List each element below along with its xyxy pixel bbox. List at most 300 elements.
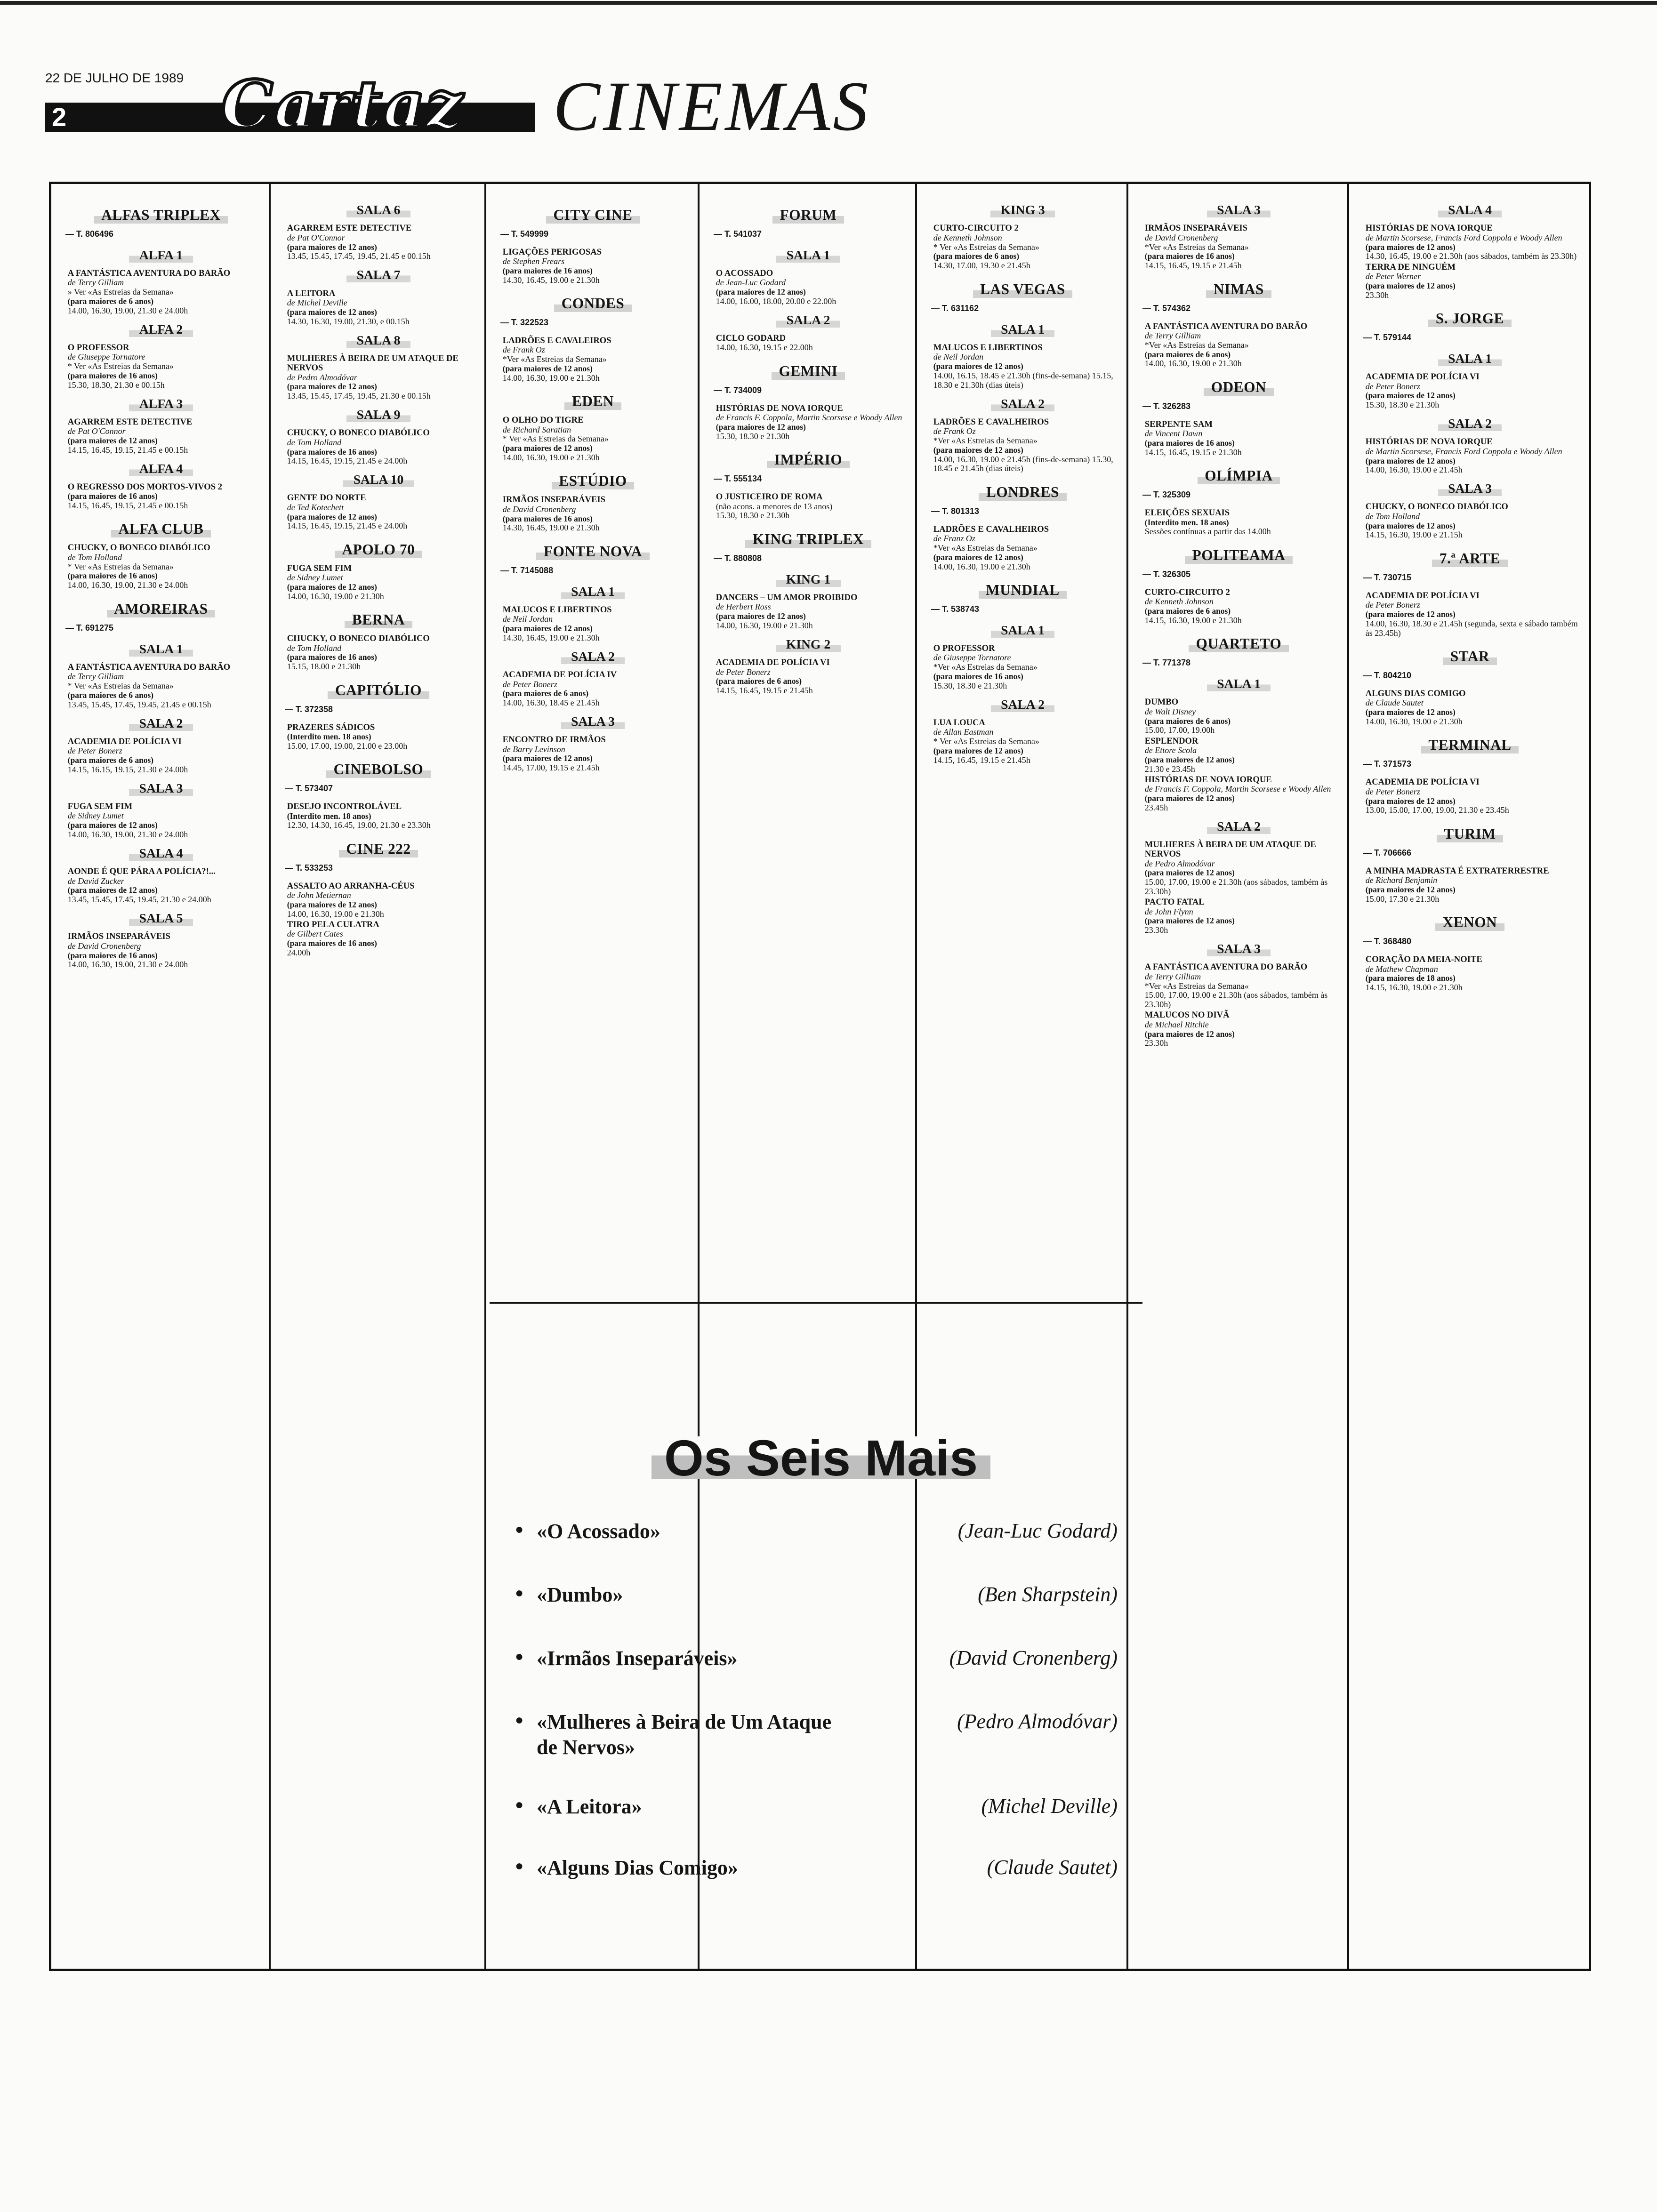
film-title: DUMBO [1144, 697, 1179, 707]
film-title: O PROFESSOR [933, 643, 995, 654]
film-title: TIRO PELA CULATRA [287, 920, 379, 930]
film-note: * Ver «As Estreias da Semana» [933, 737, 1039, 746]
film-entry [287, 802, 475, 830]
film-director: de Peter Bonerz [716, 667, 771, 677]
film-title: FUGA SEM FIM [67, 801, 133, 811]
cinema-phone: — T. 771378 [1142, 658, 1191, 668]
top-six-director: (Jean-Luc Godard) [957, 1519, 1118, 1542]
film-director: de Tom Holland [287, 643, 342, 653]
cinema-name-text: NIMAS [1206, 281, 1271, 298]
film-director: de Jean-Luc Godard [716, 278, 786, 288]
film-entry [287, 289, 475, 327]
age-rating: (para maiores de 12 anos) [1144, 868, 1235, 878]
cinema-name-text: LAS VEGAS [973, 281, 1073, 298]
cinema-name-text: STAR [1443, 648, 1496, 665]
cinema-name [1360, 825, 1579, 842]
room-name [1360, 202, 1579, 217]
cinema-block [282, 682, 475, 751]
cinema-block [63, 601, 259, 970]
cinema-phone: — T. 706666 [1363, 848, 1412, 858]
age-rating: (para maiores de 12 anos) [1365, 391, 1456, 401]
film-entry [1366, 777, 1579, 815]
film-title: FUGA SEM FIM [287, 563, 352, 573]
film-director: de Walt Disney [1144, 706, 1196, 716]
cinema-phone: — T. 574362 [1142, 303, 1191, 313]
showtimes: 14.00, 16.30, 18.45 e 21.45h [502, 698, 600, 708]
room-name [282, 202, 475, 217]
cinema-block [498, 207, 688, 285]
film-entry [503, 605, 688, 643]
age-rating: (para maiores de 16 anos) [502, 265, 593, 275]
showtimes: 23.30h [1365, 290, 1389, 300]
cinema-block [282, 541, 475, 601]
cinema-phone: — T. 368480 [1363, 937, 1412, 946]
film-title: A FANTÁSTICA AVENTURA DO BARÃO [67, 268, 231, 278]
film-entry [933, 644, 1117, 691]
cinema-block [1140, 281, 1338, 369]
showtimes: 14.45, 17.00, 19.15 e 21.45h [502, 763, 600, 773]
showtimes: 24.00h [287, 948, 311, 958]
showtimes: 14.15, 16.15, 19.15, 21.30 e 24.00h [67, 764, 188, 774]
cinema-block [1140, 467, 1338, 537]
film-title: CURTO-CIRCUITO 2 [933, 223, 1019, 233]
cinema-name-text: BERNA [345, 611, 412, 628]
age-rating: (para maiores de 16 anos) [67, 370, 158, 380]
showtimes: 14.00, 16.30, 18.30 e 21.45h (segunda, sexta e sábado também às 23.45h) [1365, 618, 1578, 638]
room-name [63, 846, 259, 861]
room-name-text: SALA 2 [776, 313, 840, 328]
film-title: GENTE DO NORTE [287, 493, 366, 503]
film-title: HISTÓRIAS DE NOVA IORQUE [1365, 437, 1493, 447]
room-name [498, 584, 688, 599]
film-entry [933, 718, 1117, 765]
cinema-name-text: KING TRIPLEX [745, 531, 871, 548]
film-entry [287, 224, 475, 261]
film-entry [503, 670, 688, 708]
age-rating: (para maiores de 12 anos) [1144, 793, 1235, 803]
top-six-film: «O Acossado» [537, 1520, 660, 1543]
cinema-name-text: ODEON [1204, 379, 1274, 396]
showtimes: 14.00, 16.30, 19.00 e 21.30h [502, 373, 600, 383]
film-director: de Claude Sautet [1365, 698, 1424, 708]
age-rating: (para maiores de 12 anos) [287, 242, 377, 252]
showtimes: Sessões contínuas a partir das 14.00h [1144, 527, 1271, 537]
room-name-text: ALFA 3 [129, 396, 193, 411]
cinema-phone: — T. 322523 [500, 317, 549, 327]
film-title: LUA LOUCA [933, 718, 985, 728]
room-name [1140, 941, 1338, 956]
room-name [282, 267, 475, 282]
age-rating: (para maiores de 12 anos) [1144, 916, 1235, 926]
cinema-name-text: GEMINI [772, 363, 845, 380]
film-entry [1145, 840, 1338, 897]
cinema-block [1140, 635, 1338, 1048]
film-entry [1366, 955, 1579, 993]
os-seis-mais-title: Os Seis Mais [652, 1436, 990, 1479]
age-rating: (para maiores de 12 anos) [933, 552, 1023, 562]
showtimes: 14.00, 16.30, 19.00 e 21.45h [1365, 465, 1463, 475]
film-note: *Ver «As Estreias da Semana« [1144, 981, 1249, 991]
film-director: de Allan Eastman [933, 727, 994, 737]
cinema-block [282, 841, 475, 958]
showtimes: 15.00, 17.00, 19.00 e 21.30h (aos sábados, também às 23.30h) [1144, 990, 1328, 1010]
cinema-name [711, 531, 906, 548]
showtimes: 14.00, 16.30, 19.00 e 21.30h [287, 591, 384, 601]
cartaz-logo: Cartaz [221, 66, 464, 143]
cinema-name-text: TERMINAL [1421, 737, 1519, 753]
film-entry [68, 663, 259, 710]
film-director: de Peter Bonerz [502, 679, 557, 689]
age-rating: (para maiores de 12 anos) [1365, 521, 1456, 530]
room-name-text: SALA 2 [561, 649, 625, 664]
room-name [711, 313, 906, 328]
film-director: de David Cronenberg [502, 504, 576, 514]
showtimes: 14.00, 16.30, 19.00 e 21.30h [1144, 359, 1242, 369]
age-rating: (para maiores de 16 anos) [67, 571, 158, 581]
showtimes: 14.00, 16.00, 18.00, 20.00 e 22.00h [716, 296, 837, 306]
film-title: LIGAÇÕES PERIGOSAS [502, 247, 602, 257]
cinema-block [63, 207, 259, 511]
film-entry [1366, 224, 1579, 261]
showtimes: 21.30 e 23.45h [1144, 764, 1195, 774]
film-director: de Martin Scorsese, Francis Ford Coppola e Woody Allen [1365, 446, 1562, 456]
film-title: ACADEMIA DE POLÍCIA VI [1365, 590, 1480, 601]
film-title: TERRA DE NINGUÉM [1365, 262, 1456, 272]
showtimes: 15.00, 17.00, 19.00 e 21.30h (aos sábados, também às 23.30h) [1144, 877, 1328, 897]
age-rating: (para maiores de 6 anos) [67, 296, 154, 306]
film-title: MALUCOS E LIBERTINOS [502, 604, 612, 615]
showtimes: 14.15, 16.45, 19.15, 21.45 e 24.00h [287, 456, 408, 466]
film-entry [1145, 737, 1338, 774]
age-rating: (para maiores de 6 anos) [716, 676, 802, 686]
cinema-phone: — T. 326283 [1142, 401, 1191, 411]
showtimes: 23.30h [1144, 925, 1168, 935]
room-name-text: SALA 4 [1438, 202, 1502, 217]
film-director: de Kenneth Johnson [933, 232, 1002, 242]
film-entry [1366, 372, 1579, 410]
film-entry [287, 428, 475, 466]
film-director: de Sidney Lumet [287, 573, 343, 583]
listing-column [269, 184, 484, 1969]
film-title: A MINHA MADRASTA É EXTRATERRESTRE [1365, 866, 1549, 876]
film-director: de Francis F. Coppola, Martin Scorsese e Woody Allen [716, 413, 902, 423]
film-entry [1145, 775, 1338, 813]
age-rating: (para maiores de 6 anos) [1144, 606, 1231, 616]
cinema-name [928, 582, 1117, 599]
showtimes: 14.15, 16.30, 19.00 e 21.30h [1144, 615, 1242, 625]
cinema-name [282, 611, 475, 628]
age-rating: (para maiores de 12 anos) [1365, 707, 1456, 717]
room-name-text: SALA 1 [1438, 351, 1502, 366]
film-entry [1366, 866, 1579, 904]
cinema-block [1360, 310, 1579, 540]
room-name-text: SALA 3 [129, 781, 193, 796]
page-date: 22 DE JULHO DE 1989 [45, 71, 184, 85]
film-title: DANCERS – UM AMOR PROIBIDO [716, 592, 858, 602]
showtimes: 14.30, 16.45, 19.00 e 21.30h [502, 275, 600, 285]
film-entry [287, 564, 475, 601]
showtimes: 13.45, 15.45, 17.45, 19.45, 21.30 e 00.15h [287, 391, 431, 401]
cinema-name [928, 484, 1117, 501]
age-rating: (para maiores de 16 anos) [933, 672, 1023, 681]
film-title: CHUCKY, O BONECO DIABÓLICO [1365, 502, 1508, 512]
film-title: ACADEMIA DE POLÍCIA VI [1365, 372, 1480, 382]
film-title: HISTÓRIAS DE NOVA IORQUE [1144, 774, 1272, 785]
film-director: de David Cronenberg [67, 941, 141, 951]
age-rating: (Interdito men. 18 anos) [287, 811, 371, 821]
showtimes: 14.15, 16.45, 19.15 e 21.30h [1144, 447, 1242, 457]
showtimes: 15.00, 17.00, 19.00, 21.00 e 23.00h [287, 741, 408, 751]
film-title: ALGUNS DIAS COMIGO [1365, 689, 1466, 699]
room-name [63, 641, 259, 657]
showtimes: 15.30, 18.30 e 21.30h [1365, 400, 1440, 410]
cinema-block [1360, 825, 1579, 904]
showtimes: 14.15, 16.45, 19.15, 21.45 e 00.15h [67, 445, 188, 455]
film-entry [1145, 1010, 1338, 1048]
room-name [711, 572, 906, 587]
room-name-text: KING 3 [990, 202, 1055, 217]
age-rating: (para maiores de 12 anos) [1365, 456, 1456, 465]
film-note: *Ver «As Estreias da Semana» [933, 435, 1038, 445]
box-top-rule [490, 1302, 1142, 1304]
room-name [63, 716, 259, 731]
cinema-phone: — T. 730715 [1363, 572, 1412, 582]
film-director: de Vincent Dawn [1144, 429, 1203, 439]
room-name [498, 714, 688, 729]
film-note: » Ver «As Estreias da Semana» [67, 287, 174, 297]
cinema-phone: — T. 538743 [931, 604, 980, 614]
film-title: O PROFESSOR [67, 342, 129, 353]
cinema-name [282, 761, 475, 778]
film-director: de Richard Saratian [502, 425, 571, 434]
showtimes: 13.45, 15.45, 17.45, 19.45, 21.45 e 00.15h [287, 251, 431, 261]
film-entry [68, 802, 259, 840]
film-director: de David Zucker [67, 876, 124, 886]
film-title: SERPENTE SAM [1144, 419, 1213, 429]
film-director: de Terry Gilliam [1144, 971, 1201, 981]
showtimes: 14.15, 16.45, 19.15, 21.45 e 00.15h [67, 501, 188, 511]
cinema-phone: — T. 549999 [500, 229, 549, 239]
film-title: O JUSTICEIRO DE ROMA [716, 492, 823, 502]
age-rating: (para maiores de 12 anos) [502, 624, 593, 633]
film-director: de Mathew Chapman [1365, 964, 1438, 974]
film-note: * Ver «As Estreias da Semana» [67, 361, 174, 371]
film-entry [1366, 591, 1579, 638]
cinema-block [282, 202, 475, 531]
film-entry [1145, 322, 1338, 369]
cinema-name [282, 541, 475, 558]
showtimes: 14.00, 16.30, 19.00, 21.30 e 24.00h [67, 830, 188, 839]
cinema-block [1140, 547, 1338, 625]
age-rating: (para maiores de 16 anos) [287, 652, 377, 662]
film-director: de Kenneth Johnson [1144, 597, 1214, 607]
film-title: CORAÇÃO DA MEIA-NOITE [1365, 954, 1482, 965]
room-name [498, 649, 688, 664]
film-entry [287, 882, 475, 919]
film-entry [1145, 420, 1338, 457]
cinema-name [1140, 379, 1338, 396]
film-note: *Ver «As Estreias da Semana» [933, 543, 1038, 553]
room-name-text: SALA 3 [1438, 481, 1502, 496]
age-rating: (Interdito men. 18 anos) [1144, 517, 1229, 527]
showtimes: 14.00, 16.30, 19.00, 21.30 e 24.00h [67, 580, 188, 590]
showtimes: 15.30, 18.30 e 21.30h [716, 511, 790, 521]
film-title: MALUCOS NO DIVÃ [1144, 1010, 1230, 1020]
age-rating: (para maiores de 12 anos) [933, 746, 1023, 756]
room-name-text: ALFA 1 [129, 248, 193, 263]
age-rating: (para maiores de 12 anos) [1365, 796, 1456, 806]
film-entry [716, 492, 906, 521]
cinema-phone: — T. 541037 [714, 229, 762, 239]
film-entry [68, 737, 259, 775]
bullet-icon: ● [515, 1712, 524, 1728]
room-name [928, 322, 1117, 337]
film-director: de Peter Bonerz [1365, 381, 1420, 391]
film-entry [503, 735, 688, 773]
age-rating: (para maiores de 12 anos) [1144, 1029, 1235, 1039]
film-title: PACTO FATAL [1144, 897, 1205, 907]
cinema-name-text: APOLO 70 [335, 541, 422, 558]
film-director: de Michel Deville [287, 297, 347, 307]
film-entry [1145, 697, 1338, 735]
room-name-text: SALA 5 [129, 911, 193, 926]
cinema-name [1360, 914, 1579, 931]
film-director: de Giuseppe Tornatore [67, 352, 145, 362]
showtimes: 23.45h [1144, 802, 1168, 812]
film-entry [933, 417, 1117, 473]
film-director: de Peter Bonerz [1365, 786, 1420, 796]
cinema-name [498, 473, 688, 489]
cinema-block [282, 761, 475, 830]
room-name-text: SALA 3 [1207, 941, 1271, 956]
bullet-icon: ● [515, 1585, 524, 1601]
top-six-director: (Ben Sharpstein) [978, 1583, 1118, 1606]
cinema-name-text: IMPÉRIO [767, 451, 850, 468]
film-title: HISTÓRIAS DE NOVA IORQUE [1365, 223, 1493, 233]
top-six-film: «Mulheres à Beira de Um Ataque de Nervos» [537, 1710, 832, 1759]
room-name-text: SALA 2 [1438, 416, 1502, 431]
showtimes: 15.30, 18.30 e 21.30h [933, 681, 1007, 690]
cinema-name-text: XENON [1435, 914, 1504, 931]
film-title: IRMÃOS INSEPARÁVEIS [1144, 223, 1247, 233]
room-name [1360, 351, 1579, 366]
bullet-icon: ● [515, 1522, 524, 1537]
cinema-name-text: FORUM [772, 207, 844, 224]
room-name [1140, 676, 1338, 691]
showtimes: 14.00, 16.30, 19.00 e 21.30h [933, 561, 1030, 571]
film-title: AGARREM ESTE DETECTIVE [287, 223, 412, 233]
cinema-block [928, 582, 1117, 765]
film-director: de Martin Scorsese, Francis Ford Coppola e Woody Allen [1365, 232, 1562, 242]
film-director: de Pat O'Connor [287, 232, 345, 242]
film-director: de Stephen Frears [502, 256, 565, 266]
film-director: de Tom Holland [1365, 511, 1420, 521]
film-entry [1145, 962, 1338, 1010]
cinema-block [63, 521, 259, 590]
film-note: *Ver «As Estreias da Semana» [1144, 242, 1249, 252]
showtimes: 13.00, 15.00, 17.00, 19.00, 21.30 e 23.45h [1365, 805, 1509, 815]
showtimes: 13.45, 15.45, 17.45, 19.45, 21.45 e 00.15h [67, 699, 211, 709]
cinema-phone: — T. 325309 [1142, 490, 1191, 500]
film-title: ENCONTRO DE IRMÃOS [502, 735, 606, 745]
film-director: de Peter Werner [1365, 271, 1421, 281]
film-title: ACADEMIA DE POLÍCIA VI [716, 657, 830, 668]
film-director: de Tom Holland [67, 552, 122, 562]
cinema-name [1360, 648, 1579, 665]
top-six-film: «Alguns Dias Comigo» [537, 1856, 738, 1879]
film-entry [933, 343, 1117, 390]
film-entry [716, 269, 906, 306]
bullet-icon: ● [515, 1797, 524, 1812]
top-six-item [515, 1794, 1146, 1841]
cinema-block [1360, 550, 1579, 638]
room-name-text: SALA 7 [346, 267, 410, 282]
os-seis-mais-box [491, 1305, 1142, 1968]
cinema-name-text: 7.ª ARTE [1432, 550, 1507, 567]
showtimes: 14.15, 16.45, 19.15 e 21.45h [933, 755, 1030, 765]
age-rating: (para maiores de 12 anos) [933, 445, 1023, 455]
age-rating: (para maiores de 12 anos) [716, 611, 806, 621]
cinema-name-text: AMOREIRAS [107, 601, 216, 617]
film-entry [716, 404, 906, 441]
cinema-block [928, 202, 1117, 271]
showtimes: 14.00, 16.15, 18.45 e 21.30h (fins-de-semana) 15.15, 18.30 e 21.30h (dias úteis) [933, 370, 1113, 390]
film-director: de John Metiernan [287, 890, 351, 900]
film-title: CURTO-CIRCUITO 2 [1144, 587, 1230, 597]
age-rating: (para maiores de 12 anos) [67, 885, 158, 895]
film-title: ELEIÇÕES SEXUAIS [1144, 508, 1230, 518]
room-name-text: SALA 1 [1207, 676, 1271, 691]
film-director: de Ettore Scola [1144, 745, 1197, 755]
film-entry [1145, 898, 1338, 935]
room-name-text: SALA 3 [1207, 202, 1271, 217]
top-six-director: (Pedro Almodóvar) [957, 1710, 1118, 1733]
film-entry [68, 417, 259, 455]
room-name-text: SALA 8 [346, 333, 410, 348]
film-note: * Ver «As Estreias da Semana» [933, 242, 1039, 252]
room-name-text: SALA 3 [561, 714, 625, 729]
cinema-name [498, 295, 688, 312]
cinema-block [1360, 914, 1579, 993]
showtimes: 14.15, 16.45, 19.15, 21.45 e 24.00h [287, 521, 408, 531]
film-note: * Ver «As Estreias da Semana» [502, 434, 609, 444]
age-rating: (para maiores de 12 anos) [287, 582, 377, 592]
room-name-text: KING 2 [776, 637, 840, 652]
room-name [63, 396, 259, 411]
film-title: CHUCKY, O BONECO DIABÓLICO [287, 633, 430, 644]
film-title: ACADEMIA DE POLÍCIA IV [502, 670, 617, 680]
cinema-name-text: TURIM [1437, 825, 1504, 842]
film-title: ESPLENDOR [1144, 736, 1199, 746]
top-six-item [515, 1709, 1146, 1759]
cinema-name-text: MUNDIAL [979, 582, 1067, 599]
film-director: de Neil Jordan [502, 614, 553, 624]
room-name [1140, 202, 1338, 217]
age-rating: (para maiores de 12 anos) [1365, 609, 1456, 619]
top-six-director: (Claude Sautet) [987, 1856, 1118, 1879]
cinema-phone: — T. 804210 [1363, 671, 1412, 681]
room-name [711, 248, 906, 263]
room-name-text: SALA 2 [1207, 819, 1271, 834]
room-name-text: SALA 9 [346, 407, 410, 422]
film-title: A FANTÁSTICA AVENTURA DO BARÃO [1144, 962, 1308, 972]
film-entry [287, 493, 475, 531]
cinema-name-text: POLITEAMA [1185, 547, 1293, 564]
film-director: de David Cronenberg [1144, 232, 1218, 242]
age-rating: (para maiores de 12 anos) [1144, 754, 1235, 764]
cinema-name-text: EDEN [564, 393, 621, 410]
cinema-name-text: ALFA CLUB [111, 521, 211, 537]
